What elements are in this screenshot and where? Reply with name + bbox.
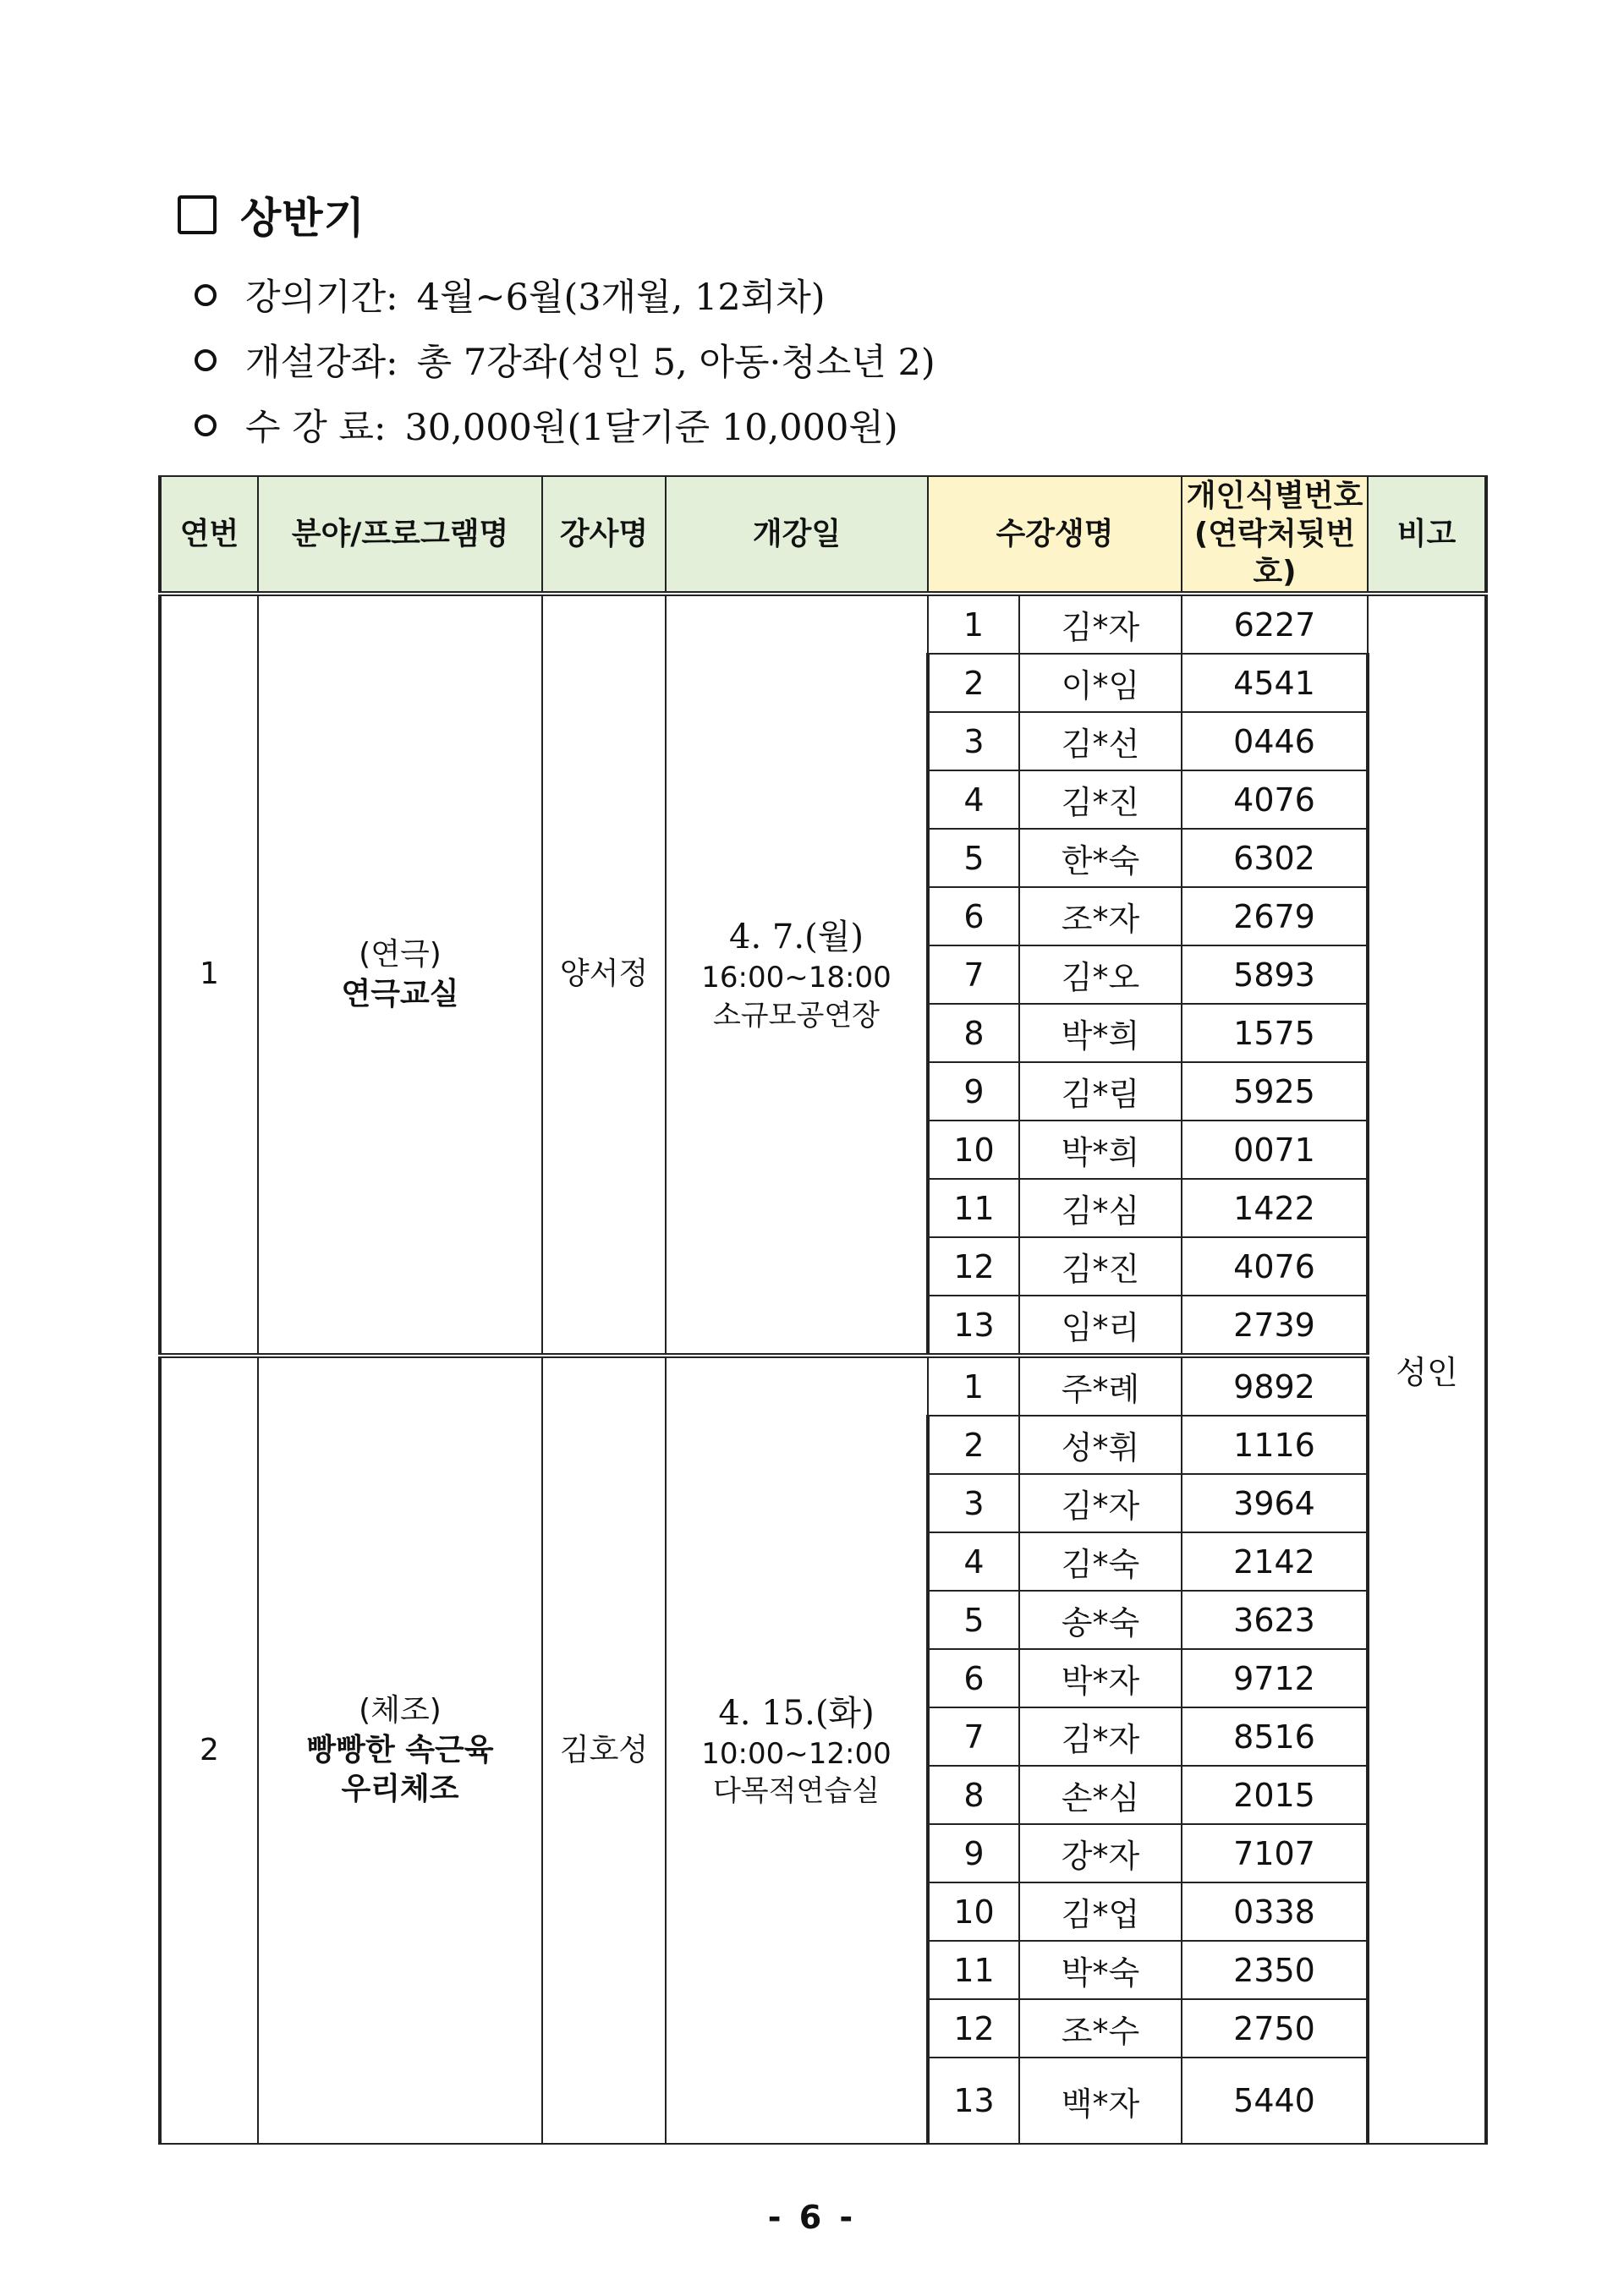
student-name: 임*리: [1019, 1296, 1182, 1356]
student-id: 9892: [1182, 1356, 1368, 1416]
student-number: 9: [928, 1062, 1019, 1121]
program-name: 연극교실: [341, 976, 459, 1011]
student-name: 김*진: [1019, 1237, 1182, 1296]
student-number: 12: [928, 1999, 1019, 2058]
enrollment-table: [158, 475, 1488, 2145]
header-start-date: 개강일: [666, 476, 928, 594]
student-name: 김*자: [1019, 1474, 1182, 1532]
header-students: 수강생명: [928, 476, 1182, 594]
section-title: 상반기: [240, 194, 365, 243]
student-id: 3623: [1182, 1591, 1368, 1649]
student-number: 6: [928, 1649, 1019, 1707]
student-name: 김*심: [1019, 1179, 1182, 1237]
program-name-line2: 우리체조: [341, 1772, 459, 1807]
info-value: 30,000원(1달기준 10,000원): [404, 407, 898, 449]
program-field: (체조): [359, 1692, 442, 1728]
page-number: - 6 -: [767, 2199, 857, 2236]
instructor-name: 김호성: [542, 1356, 666, 2144]
student-id: 1116: [1182, 1416, 1368, 1474]
start-time: 16:00~18:00: [701, 961, 892, 995]
student-number: 10: [928, 1121, 1019, 1179]
student-id: 4076: [1182, 1237, 1368, 1296]
student-number: 2: [928, 654, 1019, 712]
student-name: 김*림: [1019, 1062, 1182, 1121]
student-id: 9712: [1182, 1649, 1368, 1707]
student-number: 4: [928, 770, 1019, 829]
student-name: 이*임: [1019, 654, 1182, 712]
info-value: 4월~6월(3개월, 12회차): [416, 277, 826, 319]
program-name: 빵빵한 속근육: [306, 1732, 494, 1767]
program-field: (연극): [359, 936, 442, 972]
group-number: 1: [160, 594, 258, 1356]
student-id: 2015: [1182, 1766, 1368, 1824]
student-name: 강*자: [1019, 1824, 1182, 1882]
student-number: 11: [928, 1179, 1019, 1237]
student-number: 1: [928, 1356, 1019, 1416]
info-line-fee: [195, 399, 898, 451]
start-date: 4. 7.(월): [729, 918, 864, 957]
student-id: 3964: [1182, 1474, 1368, 1532]
info-line-courses: [195, 334, 935, 386]
student-number: 8: [928, 1766, 1019, 1824]
table-row: [160, 594, 1486, 654]
student-number: 7: [928, 945, 1019, 1004]
student-number: 1: [928, 594, 1019, 654]
student-number: 8: [928, 1004, 1019, 1062]
student-number: 10: [928, 1882, 1019, 1941]
student-name: 김*자: [1019, 594, 1182, 654]
student-id: 8516: [1182, 1707, 1368, 1766]
student-number: 13: [928, 2058, 1019, 2144]
table-row: [160, 1356, 1486, 1416]
student-id: 2142: [1182, 1532, 1368, 1591]
student-id: 5925: [1182, 1062, 1368, 1121]
student-name: 김*선: [1019, 712, 1182, 770]
start-info-cell: [666, 594, 928, 1356]
student-id: 2739: [1182, 1296, 1368, 1356]
header-instructor: 강사명: [542, 476, 666, 594]
student-name: 손*심: [1019, 1766, 1182, 1824]
student-number: 3: [928, 1474, 1019, 1532]
section-heading: [178, 188, 365, 242]
student-number: 11: [928, 1941, 1019, 1999]
student-name: 송*숙: [1019, 1591, 1182, 1649]
student-name: 김*오: [1019, 945, 1182, 1004]
student-name: 김*자: [1019, 1707, 1182, 1766]
student-id: 2679: [1182, 887, 1368, 945]
student-number: 4: [928, 1532, 1019, 1591]
program-cell: [258, 594, 542, 1356]
student-number: 6: [928, 887, 1019, 945]
student-name: 김*업: [1019, 1882, 1182, 1941]
student-name: 주*례: [1019, 1356, 1182, 1416]
header-note: 비고: [1368, 476, 1486, 594]
student-id: 0071: [1182, 1121, 1368, 1179]
info-value: 총 7강좌(성인 5, 아동·청소년 2): [416, 342, 935, 384]
info-line-period: [195, 269, 826, 321]
student-id: 1422: [1182, 1179, 1368, 1237]
student-name: 조*수: [1019, 1999, 1182, 2058]
info-label: 강의기간:: [245, 277, 398, 319]
start-date: 4. 15.(화): [718, 1693, 875, 1733]
start-time: 10:00~12:00: [701, 1736, 892, 1771]
student-id: 6227: [1182, 594, 1368, 654]
student-number: 5: [928, 1591, 1019, 1649]
student-id: 5893: [1182, 945, 1368, 1004]
note-cell: 성인: [1368, 594, 1486, 2144]
student-name: 성*휘: [1019, 1416, 1182, 1474]
info-label: 수 강 료:: [245, 407, 387, 449]
student-name: 박*자: [1019, 1649, 1182, 1707]
student-id: 4541: [1182, 654, 1368, 712]
header-id: [1182, 476, 1368, 594]
student-number: 13: [928, 1296, 1019, 1356]
student-id: 0338: [1182, 1882, 1368, 1941]
student-name: 백*자: [1019, 2058, 1182, 2144]
student-name: 박*숙: [1019, 1941, 1182, 1999]
student-name: 김*숙: [1019, 1532, 1182, 1591]
program-cell: [258, 1356, 542, 2144]
table-header-row: [160, 476, 1486, 594]
start-place: 다목적연습실: [712, 1774, 881, 1808]
start-place: 소규모공연장: [712, 998, 881, 1033]
student-id: 2350: [1182, 1941, 1368, 1999]
student-id: 4076: [1182, 770, 1368, 829]
student-id: 6302: [1182, 829, 1368, 887]
header-id-line2: (연락처뒷번호): [1193, 517, 1356, 589]
student-id: 2750: [1182, 1999, 1368, 2058]
student-number: 5: [928, 829, 1019, 887]
student-number: 7: [928, 1707, 1019, 1766]
student-name: 박*희: [1019, 1121, 1182, 1179]
circle-bullet-icon: [195, 349, 217, 371]
start-info-cell: [666, 1356, 928, 2144]
student-name: 박*희: [1019, 1004, 1182, 1062]
student-id: 1575: [1182, 1004, 1368, 1062]
checkbox-square-icon: [178, 195, 217, 234]
header-no: 연번: [160, 476, 258, 594]
header-id-line1: 개인식별번호: [1186, 479, 1363, 513]
student-number: 9: [928, 1824, 1019, 1882]
student-number: 3: [928, 712, 1019, 770]
student-name: 조*자: [1019, 887, 1182, 945]
group-number: 2: [160, 1356, 258, 2144]
info-label: 개설강좌:: [245, 342, 398, 384]
student-name: 한*숙: [1019, 829, 1182, 887]
student-id: 0446: [1182, 712, 1368, 770]
student-id: 5440: [1182, 2058, 1368, 2144]
circle-bullet-icon: [195, 414, 217, 436]
student-name: 김*진: [1019, 770, 1182, 829]
student-id: 7107: [1182, 1824, 1368, 1882]
circle-bullet-icon: [195, 284, 217, 306]
student-number: 12: [928, 1237, 1019, 1296]
instructor-name: 양서정: [542, 594, 666, 1356]
student-number: 2: [928, 1416, 1019, 1474]
header-program: 분야/프로그램명: [258, 476, 542, 594]
